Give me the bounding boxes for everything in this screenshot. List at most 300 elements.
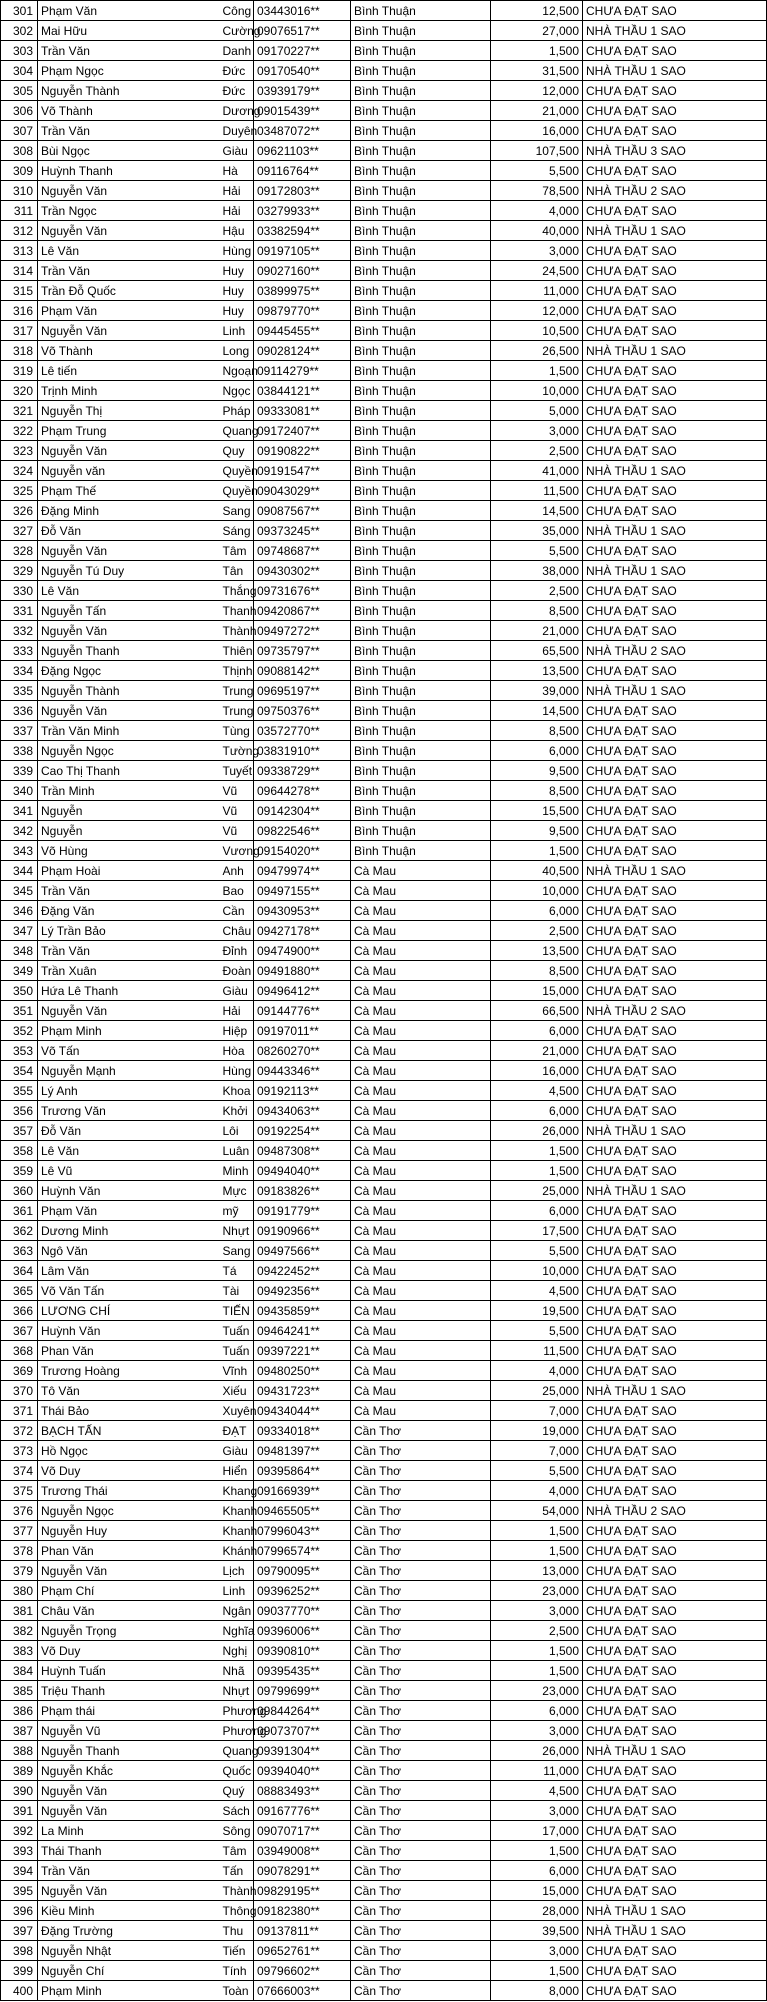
cell-index: 340 [1,781,38,801]
cell-index: 358 [1,1141,38,1161]
cell-province: Cần Thơ [351,1581,491,1601]
cell-rank: CHƯA ĐẠT SAO [583,281,767,301]
table-row [1,1481,767,1501]
cell-given-name: Hậu [220,221,254,241]
cell-family-name: Nguyễn Vũ [38,1721,220,1741]
cell-index: 305 [1,81,38,101]
cell-rank: NHÀ THẦU 3 SAO [583,141,767,161]
cell-points: 3,000 [491,1721,583,1741]
cell-province: Bình Thuận [351,401,491,421]
table-row [1,1721,767,1741]
cell-rank: CHƯA ĐẠT SAO [583,121,767,141]
cell-points: 41,000 [491,461,583,481]
cell-given-name: Khanh [220,1521,254,1541]
cell-phone: 09829195** [254,1881,351,1901]
cell-index: 351 [1,1001,38,1021]
cell-index: 341 [1,801,38,821]
cell-family-name: Phạm Hoài [38,861,220,881]
cell-index: 366 [1,1301,38,1321]
table-row [1,1501,767,1521]
table-row [1,661,767,681]
cell-phone: 09396252** [254,1581,351,1601]
cell-rank: NHÀ THẦU 1 SAO [583,521,767,541]
cell-points: 15,500 [491,801,583,821]
cell-index: 387 [1,1721,38,1741]
cell-province: Bình Thuận [351,281,491,301]
cell-given-name: Ngân [220,1601,254,1621]
table-row [1,221,767,241]
cell-rank: CHƯA ĐẠT SAO [583,1701,767,1721]
cell-family-name: Nguyễn Nhật [38,1941,220,1961]
cell-given-name: Nghĩa [220,1621,254,1641]
cell-rank: NHÀ THẦU 1 SAO [583,681,767,701]
cell-phone: 09496412** [254,981,351,1001]
cell-rank: CHƯA ĐẠT SAO [583,441,767,461]
cell-rank: CHƯA ĐẠT SAO [583,1761,767,1781]
cell-province: Bình Thuận [351,361,491,381]
cell-phone: 09116764** [254,161,351,181]
cell-rank: CHƯA ĐẠT SAO [583,601,767,621]
cell-index: 322 [1,421,38,441]
table-row [1,1701,767,1721]
cell-index: 379 [1,1561,38,1581]
cell-phone: 09027160** [254,261,351,281]
table-row [1,1221,767,1241]
cell-family-name: Ngô Văn [38,1241,220,1261]
cell-given-name: Quốc [220,1761,254,1781]
cell-index: 344 [1,861,38,881]
cell-phone: 09182380** [254,1901,351,1921]
cell-family-name: Đặng Minh [38,501,220,521]
cell-points: 4,000 [491,1481,583,1501]
cell-given-name: Huy [220,281,254,301]
cell-rank: CHƯA ĐẠT SAO [583,261,767,281]
cell-province: Bình Thuận [351,121,491,141]
cell-rank: CHƯA ĐẠT SAO [583,301,767,321]
cell-family-name: Võ Hùng [38,841,220,861]
table-row [1,601,767,621]
cell-given-name: Hải [220,1001,254,1021]
cell-index: 356 [1,1101,38,1121]
cell-province: Cần Thơ [351,1521,491,1541]
table-row [1,1781,767,1801]
cell-index: 338 [1,741,38,761]
cell-points: 10,000 [491,381,583,401]
table-row [1,1821,767,1841]
cell-index: 333 [1,641,38,661]
cell-points: 1,500 [491,41,583,61]
cell-index: 315 [1,281,38,301]
table-row [1,1461,767,1481]
cell-family-name: Trương Văn [38,1101,220,1121]
cell-index: 395 [1,1881,38,1901]
table-row [1,1541,767,1561]
cell-phone: 09076517** [254,21,351,41]
cell-points: 10,000 [491,881,583,901]
cell-family-name: Lý Anh [38,1081,220,1101]
cell-phone: 03572770** [254,721,351,741]
table-row [1,1141,767,1161]
cell-phone: 03949008** [254,1841,351,1861]
cell-phone: 09445455** [254,321,351,341]
cell-province: Cà Mau [351,901,491,921]
cell-family-name: Trần Văn [38,261,220,281]
cell-index: 400 [1,1981,38,2001]
cell-given-name: Thiên [220,641,254,661]
cell-province: Bình Thuận [351,701,491,721]
cell-points: 39,500 [491,1921,583,1941]
cell-phone: 09844264** [254,1701,351,1721]
cell-rank: CHƯA ĐẠT SAO [583,1241,767,1261]
cell-family-name: Lê tiến [38,361,220,381]
cell-index: 330 [1,581,38,601]
table-row [1,161,767,181]
cell-index: 339 [1,761,38,781]
table-row [1,941,767,961]
cell-given-name: Vương [220,841,254,861]
cell-family-name: Lê Văn [38,1141,220,1161]
cell-province: Bình Thuận [351,201,491,221]
cell-phone: 03831910** [254,741,351,761]
cell-points: 11,500 [491,1341,583,1361]
cell-points: 13,500 [491,661,583,681]
cell-rank: NHÀ THẦU 1 SAO [583,1121,767,1141]
cell-rank: NHÀ THẦU 1 SAO [583,221,767,241]
cell-family-name: Trịnh Minh [38,381,220,401]
table-row [1,1901,767,1921]
cell-phone: 09427178** [254,921,351,941]
cell-phone: 09170540** [254,61,351,81]
cell-province: Cà Mau [351,1121,491,1141]
cell-given-name: Thịnh [220,661,254,681]
cell-phone: 09197105** [254,241,351,261]
cell-rank: NHÀ THẦU 1 SAO [583,1181,767,1201]
cell-rank: CHƯA ĐẠT SAO [583,1961,767,1981]
cell-given-name: Quý [220,1781,254,1801]
cell-province: Cần Thơ [351,1541,491,1561]
cell-family-name: Nguyễn Văn [38,1881,220,1901]
cell-phone: 09879770** [254,301,351,321]
table-row [1,1001,767,1021]
table-row [1,1861,767,1881]
cell-points: 4,000 [491,201,583,221]
cell-given-name: Vũ [220,801,254,821]
table-row [1,261,767,281]
cell-phone: 09142304** [254,801,351,821]
cell-province: Cà Mau [351,1181,491,1201]
cell-phone: 09735797** [254,641,351,661]
cell-province: Cần Thơ [351,1461,491,1481]
cell-province: Cà Mau [351,1021,491,1041]
cell-points: 5,500 [491,1461,583,1481]
cell-family-name: Phạm Minh [38,1981,220,2001]
cell-family-name: Hồ Ngọc [38,1441,220,1461]
cell-index: 311 [1,201,38,221]
cell-index: 329 [1,561,38,581]
cell-province: Cần Thơ [351,1921,491,1941]
cell-points: 17,000 [491,1821,583,1841]
cell-given-name: Hòa [220,1041,254,1061]
cell-given-name: Xiếu [220,1381,254,1401]
cell-phone: 09391304** [254,1741,351,1761]
cell-province: Bình Thuận [351,721,491,741]
cell-points: 40,500 [491,861,583,881]
cell-province: Cần Thơ [351,1901,491,1921]
cell-index: 385 [1,1681,38,1701]
cell-province: Bình Thuận [351,81,491,101]
cell-given-name: Pháp [220,401,254,421]
cell-index: 394 [1,1861,38,1881]
cell-points: 54,000 [491,1501,583,1521]
cell-phone: 09695197** [254,681,351,701]
cell-given-name: ĐẠT [220,1421,254,1441]
cell-points: 5,500 [491,161,583,181]
cell-given-name: Quyền [220,481,254,501]
table-row [1,1601,767,1621]
cell-given-name: Nghị [220,1641,254,1661]
cell-given-name: Hà [220,161,254,181]
cell-given-name: Quy [220,441,254,461]
table-row [1,381,767,401]
table-row [1,1341,767,1361]
cell-rank: CHƯA ĐẠT SAO [583,1301,767,1321]
cell-rank: CHƯA ĐẠT SAO [583,401,767,421]
cell-family-name: Huỳnh Văn [38,1181,220,1201]
table-row [1,1161,767,1181]
cell-index: 374 [1,1461,38,1481]
cell-family-name: Phạm Chí [38,1581,220,1601]
cell-rank: CHƯA ĐẠT SAO [583,1841,767,1861]
cell-province: Cà Mau [351,1361,491,1381]
cell-index: 391 [1,1801,38,1821]
cell-given-name: Sang [220,501,254,521]
cell-province: Bình Thuận [351,781,491,801]
cell-given-name: Luân [220,1141,254,1161]
table-row [1,41,767,61]
cell-index: 323 [1,441,38,461]
cell-rank: NHÀ THẦU 1 SAO [583,21,767,41]
table-row [1,201,767,221]
cell-index: 331 [1,601,38,621]
cell-phone: 09396006** [254,1621,351,1641]
cell-province: Bình Thuận [351,761,491,781]
table-row [1,1661,767,1681]
table-row [1,781,767,801]
cell-given-name: Lôi [220,1121,254,1141]
cell-points: 39,000 [491,681,583,701]
table-row [1,81,767,101]
cell-given-name: Khoa [220,1081,254,1101]
cell-points: 4,000 [491,1361,583,1381]
cell-rank: CHƯA ĐẠT SAO [583,921,767,941]
cell-points: 5,500 [491,1241,583,1261]
cell-rank: CHƯA ĐẠT SAO [583,841,767,861]
cell-rank: CHƯA ĐẠT SAO [583,1081,767,1101]
cell-given-name: Tuấn [220,1321,254,1341]
cell-province: Cần Thơ [351,1781,491,1801]
cell-index: 399 [1,1961,38,1981]
cell-phone: 09796602** [254,1961,351,1981]
cell-province: Bình Thuận [351,261,491,281]
cell-province: Bình Thuận [351,441,491,461]
cell-phone: 09190966** [254,1221,351,1241]
cell-index: 371 [1,1401,38,1421]
cell-phone: 09191779** [254,1201,351,1221]
cell-index: 347 [1,921,38,941]
cell-phone: 09088142** [254,661,351,681]
cell-phone: 03443016** [254,1,351,21]
cell-rank: NHÀ THẦU 1 SAO [583,61,767,81]
cell-points: 8,500 [491,781,583,801]
cell-phone: 09464241** [254,1321,351,1341]
cell-province: Cà Mau [351,981,491,1001]
cell-points: 1,500 [491,841,583,861]
cell-rank: CHƯA ĐẠT SAO [583,961,767,981]
table-row [1,1561,767,1581]
cell-rank: CHƯA ĐẠT SAO [583,421,767,441]
cell-given-name: Sang [220,1241,254,1261]
cell-phone: 09497566** [254,1241,351,1261]
cell-province: Cần Thơ [351,1561,491,1581]
cell-given-name: Khanh [220,1501,254,1521]
cell-index: 310 [1,181,38,201]
cell-rank: CHƯA ĐẠT SAO [583,1941,767,1961]
cell-province: Cần Thơ [351,1881,491,1901]
cell-province: Bình Thuận [351,841,491,861]
cell-rank: CHƯA ĐẠT SAO [583,741,767,761]
cell-province: Bình Thuận [351,641,491,661]
cell-points: 24,500 [491,261,583,281]
cell-given-name: Đỉnh [220,941,254,961]
cell-rank: CHƯA ĐẠT SAO [583,1621,767,1641]
cell-phone: 09395435** [254,1661,351,1681]
cell-points: 26,000 [491,1741,583,1761]
cell-province: Bình Thuận [351,221,491,241]
cell-index: 378 [1,1541,38,1561]
cell-province: Cà Mau [351,1201,491,1221]
table-row [1,881,767,901]
cell-points: 1,500 [491,361,583,381]
cell-points: 38,000 [491,561,583,581]
cell-given-name: Hiệp [220,1021,254,1041]
cell-given-name: Thành [220,621,254,641]
cell-given-name: Phương [220,1721,254,1741]
cell-family-name: Nguyễn Khắc [38,1761,220,1781]
cell-points: 12,000 [491,301,583,321]
cell-phone: 09037770** [254,1601,351,1621]
cell-rank: CHƯA ĐẠT SAO [583,1321,767,1341]
cell-rank: CHƯA ĐẠT SAO [583,781,767,801]
cell-points: 8,000 [491,1981,583,2001]
cell-points: 5,000 [491,401,583,421]
cell-given-name: Cần [220,901,254,921]
cell-rank: NHÀ THẦU 1 SAO [583,1741,767,1761]
cell-family-name: Phạm Văn [38,301,220,321]
cell-points: 19,000 [491,1421,583,1441]
cell-given-name: Sách [220,1801,254,1821]
cell-rank: CHƯA ĐẠT SAO [583,981,767,1001]
cell-family-name: Nguyễn Ngọc [38,1501,220,1521]
cell-given-name: Huy [220,261,254,281]
table-row [1,801,767,821]
cell-province: Cà Mau [351,1401,491,1421]
cell-rank: CHƯA ĐẠT SAO [583,1661,767,1681]
cell-province: Bình Thuận [351,501,491,521]
cell-given-name: Lịch [220,1561,254,1581]
cell-province: Cà Mau [351,1301,491,1321]
cell-phone: 09144776** [254,1001,351,1021]
table-body [1,1,767,2001]
table-row [1,121,767,141]
cell-phone: 09431723** [254,1381,351,1401]
cell-phone: 09435859** [254,1301,351,1321]
cell-family-name: Nguyễn Văn [38,1781,220,1801]
cell-index: 392 [1,1821,38,1841]
cell-province: Cà Mau [351,1161,491,1181]
cell-family-name: Võ Duy [38,1641,220,1661]
cell-index: 317 [1,321,38,341]
cell-points: 28,000 [491,1901,583,1921]
cell-province: Bình Thuận [351,41,491,61]
cell-phone: 09087567** [254,501,351,521]
cell-rank: CHƯA ĐẠT SAO [583,501,767,521]
cell-points: 65,500 [491,641,583,661]
cell-family-name: Võ Thành [38,341,220,361]
cell-phone: 09474900** [254,941,351,961]
cell-phone: 09750376** [254,701,351,721]
cell-province: Cà Mau [351,1261,491,1281]
cell-family-name: Trần Văn Minh [38,721,220,741]
cell-index: 346 [1,901,38,921]
cell-rank: CHƯA ĐẠT SAO [583,1421,767,1441]
cell-phone: 09465505** [254,1501,351,1521]
cell-phone: 09192254** [254,1121,351,1141]
cell-index: 368 [1,1341,38,1361]
cell-points: 1,500 [491,1841,583,1861]
table-row [1,1061,767,1081]
cell-index: 388 [1,1741,38,1761]
cell-family-name: Nguyễn Tú Duy [38,561,220,581]
cell-given-name: Hiển [220,1461,254,1481]
cell-family-name: Lê Văn [38,241,220,261]
cell-family-name: Nguyễn Trọng [38,1621,220,1641]
cell-province: Cà Mau [351,1341,491,1361]
cell-rank: CHƯA ĐẠT SAO [583,761,767,781]
cell-province: Bình Thuận [351,461,491,481]
cell-index: 332 [1,621,38,641]
cell-family-name: Nguyễn Tấn [38,601,220,621]
cell-family-name: Nguyễn [38,801,220,821]
cell-phone: 09731676** [254,581,351,601]
cell-points: 4,500 [491,1081,583,1101]
cell-province: Cà Mau [351,881,491,901]
cell-rank: CHƯA ĐẠT SAO [583,721,767,741]
table-row [1,641,767,661]
table-row [1,241,767,261]
table-row [1,421,767,441]
cell-rank: CHƯA ĐẠT SAO [583,1041,767,1061]
cell-phone: 07996574** [254,1541,351,1561]
cell-rank: CHƯA ĐẠT SAO [583,621,767,641]
cell-rank: CHƯA ĐẠT SAO [583,1821,767,1841]
cell-family-name: Cao Thị Thanh [38,761,220,781]
cell-points: 8,500 [491,721,583,741]
cell-given-name: Thanh [220,601,254,621]
cell-rank: CHƯA ĐẠT SAO [583,1861,767,1881]
cell-points: 4,500 [491,1281,583,1301]
cell-family-name: Nguyễn Văn [38,181,220,201]
cell-points: 15,000 [491,1881,583,1901]
